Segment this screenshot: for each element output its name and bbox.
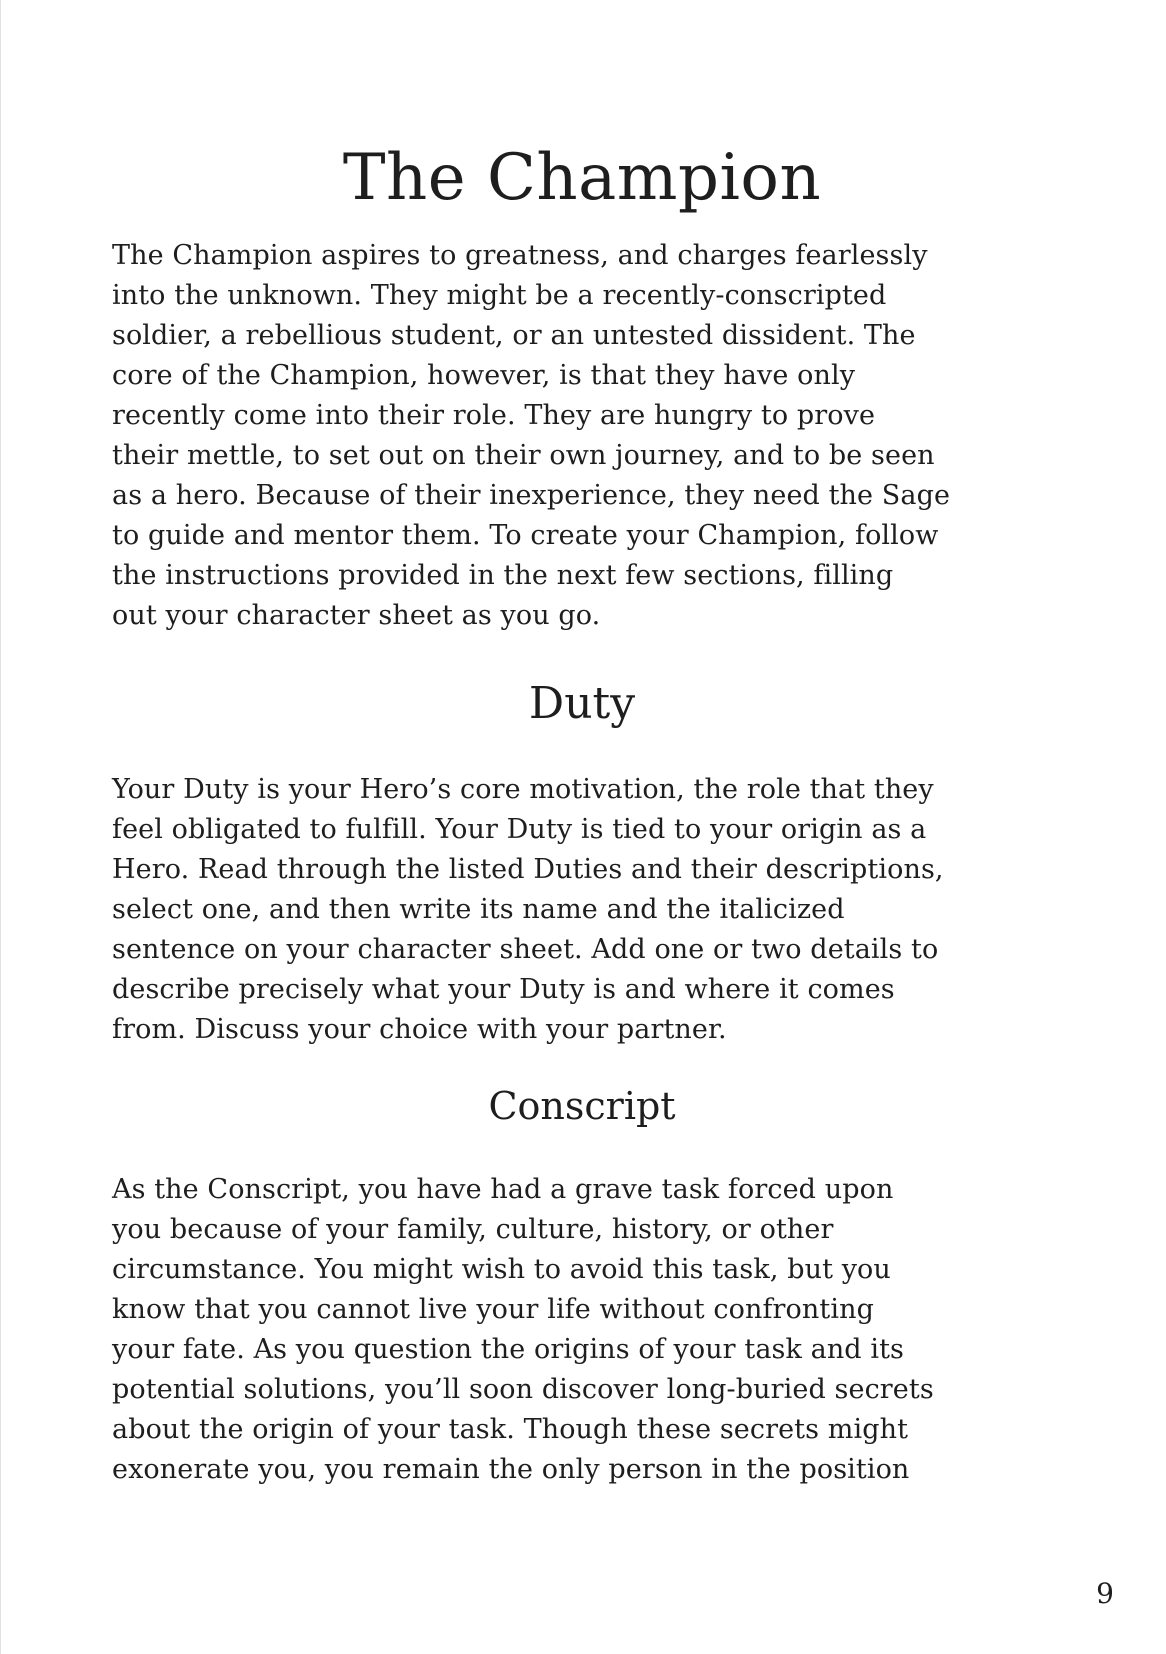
- conscript-paragraph: [112, 1170, 1062, 1490]
- duty-line: describe precisely what your Duty is and where it comes: [112, 974, 895, 1005]
- page-title: The Champion: [342, 141, 822, 215]
- intro-line: recently come into their role. They are hungry to prove: [112, 400, 876, 431]
- duty-paragraph: [112, 770, 1062, 1050]
- intro-line: out your character sheet as you go.: [112, 600, 601, 631]
- intro-line: soldier, a rebellious student, or an untested dissident. The: [112, 320, 916, 351]
- conscript-line: you because of your family, culture, history, or other: [112, 1214, 834, 1245]
- intro-line: as a hero. Because of their inexperience, they need the Sage: [112, 480, 951, 511]
- intro-line: the instructions provided in the next few sections, filling: [112, 560, 894, 591]
- duty-heading: Duty: [528, 678, 636, 729]
- conscript-heading: Conscript: [488, 1084, 676, 1128]
- duty-line: select one, and then write its name and the italicized: [112, 894, 845, 925]
- conscript-line: exonerate you, you remain the only person in the position: [112, 1454, 910, 1485]
- conscript-line: As the Conscript, you have had a grave task forced upon: [112, 1174, 894, 1205]
- duty-line: from. Discuss your choice with your partner.: [112, 1014, 727, 1045]
- conscript-line: your fate. As you question the origins of your task and its: [112, 1334, 905, 1365]
- conscript-line: know that you cannot live your life without confronting: [112, 1294, 874, 1325]
- duty-line: Your Duty is your Hero’s core motivation, the role that they: [112, 774, 934, 805]
- intro-paragraph: [112, 236, 1062, 636]
- page-number: 9: [1096, 1577, 1114, 1610]
- duty-line: feel obligated to fulfill. Your Duty is tied to your origin as a: [112, 814, 927, 845]
- intro-line: their mettle, to set out on their own journey, and to be seen: [112, 440, 935, 471]
- intro-line: The Champion aspires to greatness, and charges fearlessly: [112, 240, 928, 271]
- conscript-line: circumstance. You might wish to avoid this task, but you: [112, 1254, 891, 1285]
- intro-line: into the unknown. They might be a recently-conscripted: [112, 280, 887, 311]
- intro-line: core of the Champion, however, is that they have only: [112, 360, 856, 391]
- conscript-line: potential solutions, you’ll soon discover long-buried secrets: [112, 1374, 934, 1405]
- intro-line: to guide and mentor them. To create your Champion, follow: [112, 520, 939, 551]
- duty-line: Hero. Read through the listed Duties and their descriptions,: [112, 854, 944, 885]
- duty-line: sentence on your character sheet. Add one or two details to: [112, 934, 939, 965]
- conscript-line: about the origin of your task. Though these secrets might: [112, 1414, 909, 1445]
